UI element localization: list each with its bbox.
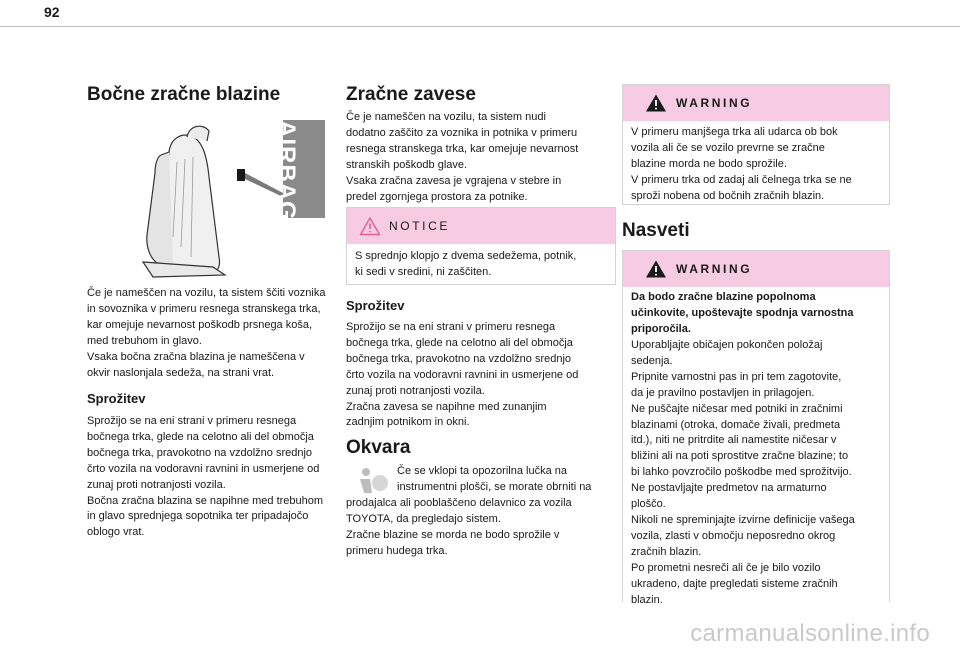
fault-text-rest: prodajalca ali pooblaščeno delavnico za vozila TOYOTA, da pregledajo sistem. Zračne blazine se morda ne bodo sprožile v primeru hudega trka.: [346, 497, 572, 557]
section-title-curtain-airbags: Zračne zavese: [346, 84, 476, 105]
section-title-side-airbags: Bočne zračne blazine: [87, 84, 281, 105]
warning-1-label: WARNING: [676, 96, 753, 110]
curtain-airbags-deploy-text: Sprožijo se na eni strani v primeru resnega bočnega trka, glede na celotno ali del območja bočnega trka, pravokotno na vzdolžno srednjo črto vozila na vodoravni ravnini in usmerjene od zunaj proti notranjosti vozila. Zračna zavesa se napihne med zunanjim zadnjim potnikom in okni.: [346, 321, 579, 429]
side-airbags-deploy-text: Sprožijo se na eni strani v primeru resnega bočnega trka, glede na celotno ali del območja bočnega trka, pravokotno na vzdolžno srednjo črto vozila na vodoravni ravnini in usmerjene od zunaj proti notranjosti vozila. Bočna zračna blazina se napihne med trebuhom in glavo sprednjega sopotnika ter pripadajočo oblogo vrat.: [87, 415, 324, 539]
fault-text-first: Če se vklopi ta opozorilna lučka na instrumentni plošči, se morate obrniti na: [397, 465, 592, 493]
notice-triangle-icon: [359, 216, 381, 236]
curtain-airbags-intro: Če je nameščen na vozilu, ta sistem nudi dodatno zaščito za voznika in potnika v primeru resnega stranskega trka, kar omejuje nevarnost stranskih poškodb glave. Vsaka zračna zavesa je vgrajena v stebre in predel zgornjega prostora za potnike.: [346, 111, 579, 203]
seat-airbag-illustration: [113, 117, 335, 283]
watermark-bar: [0, 618, 960, 649]
warning-2-lead: Da bodo zračne blazine popolnoma učinkovite, upoštevajte spodnja varnostna priporočila.: [631, 291, 854, 335]
notice-box: [346, 207, 616, 285]
warning-2-label: WARNING: [676, 262, 753, 276]
watermark-text: carmanualsonline.info: [690, 620, 930, 647]
top-divider: [0, 26, 960, 27]
airbag-warning-light-icon: [352, 465, 392, 497]
notice-text: S sprednjo klopjo z dvema sedežema, potnik, ki sedi v sredini, ni zaščiten.: [355, 250, 577, 278]
warning-1-text: V primeru manjšega trka ali udarca ob bok vozila ali če se vozilo prevrne se zračne blazine morda ne bodo sprožile. V primeru trka od zadaj ali čelnega trka se ne sproži nobena od bočnih zračnih blazin.: [631, 126, 852, 202]
page-number: 92: [44, 4, 60, 20]
warning-2-header: [623, 251, 889, 287]
notice-label: NOTICE: [389, 219, 450, 233]
warning-box-1: [622, 84, 890, 205]
section-title-tips: Nasveti: [622, 220, 690, 241]
warning-1-header: [623, 85, 889, 121]
side-airbags-intro: Če je nameščen na vozilu, ta sistem ščiti voznika in sovoznika v primeru resnega stranskega trka, kar omejuje nevarnost poškodb prsnega koša, med trebuhom in glavo. Vsaka bočna zračna blazina je nameščena v okvir naslonjala sedeža, na strani vrat.: [87, 287, 326, 379]
warning-2-text: Uporabljajte običajen pokončen položaj sedenja. Pripnite varnostni pas in pri tem zagotovite, da je pravilno postavljen in prilagojen. Ne puščajte ničesar med potniki in zračnimi blazinami (otroka, domače živali, predmeta itd.), niti ne pritrdite ali namestite ničesar v bližini ali na poti sprostitve zračne blazine; to bi lahko povzročilo poškodbe med sprožitvijo. Ne postavljajte predmetov na armaturno ploščo. Nikoli ne spreminjajte izvirne definicije vašega vozila, zlasti v območju neposredno okrog zračnih blazin. Po prometni nesreči ali če je bilo vozilo ukradeno, dajte pregledati sisteme zračnih blazin.: [631, 339, 855, 606]
curtain-airbags-deploy-heading: Sprožitev: [346, 298, 405, 313]
warning-triangle-icon: [645, 93, 667, 113]
warning-box-2: [622, 250, 890, 606]
airbag-label: AIRBAG: [273, 120, 300, 221]
section-title-fault: Okvara: [346, 437, 411, 458]
side-airbags-deploy-heading: Sprožitev: [87, 391, 146, 406]
warning-triangle-icon: [645, 259, 667, 279]
notice-header: [347, 208, 615, 244]
